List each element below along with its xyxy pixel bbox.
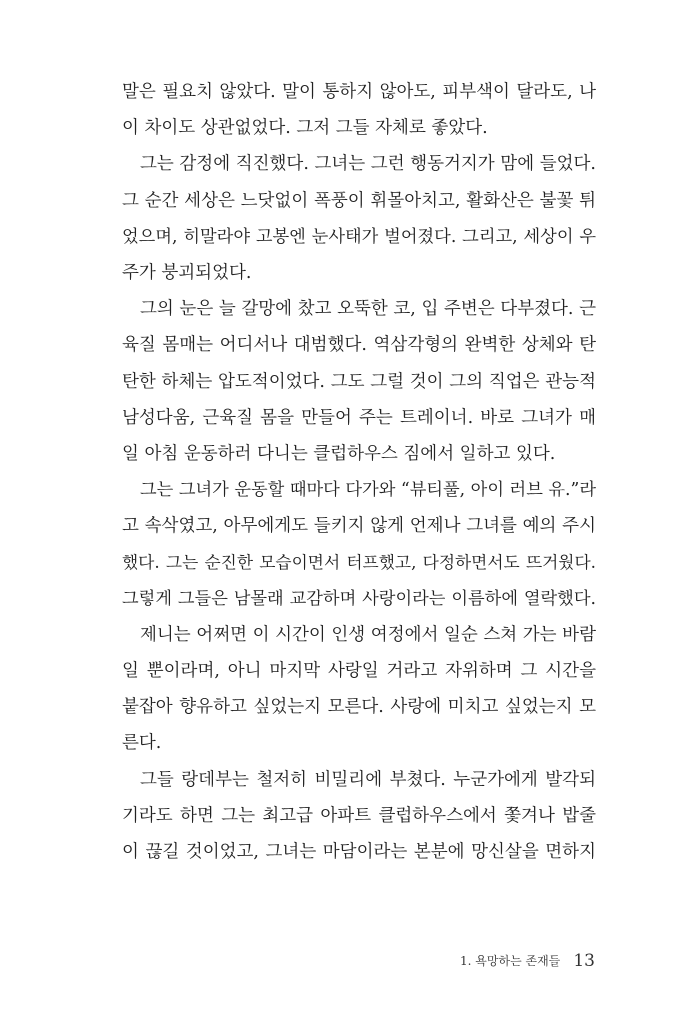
text-line: 붙잡아 향유하고 싶었는지 모른다. 사랑에 미치고 싶었는지 모 [122,697,596,718]
page-number: 13 [573,950,595,971]
text-line: 그는 그녀가 운동할 때마다 다가와 “뷰티풀, 아이 러브 유.”라 [140,480,596,501]
text-line: 말은 필요치 않았다. 말이 통하지 않아도, 피부색이 달라도, 나 [122,82,596,102]
text-line: 탄한 하체는 압도적이었다. 그도 그럴 것이 그의 직업은 관능적 [122,371,596,392]
text-line: 제니는 어쩌면 이 시간이 인생 여정에서 일순 스쳐 가는 바람 [140,624,596,645]
page-footer [460,950,595,971]
text-line: 이 차이도 상관없었다. 그저 그들 자체로 좋았다. [122,118,488,139]
running-title: 1. 욕망하는 존재들 [460,954,561,968]
text-line: 그렇게 그들은 남몰래 교감하며 사랑이라는 이름하에 열락했다. [122,588,596,609]
text-line: 그는 감정에 직진했다. 그녀는 그런 행동거지가 맘에 들었다. [140,154,596,175]
body-text [122,74,596,870]
text-line: 했다. 그는 순진한 모습이면서 터프했고, 다정하면서도 뜨거웠다. [122,552,596,573]
text-line: 남성다움, 근육질 몸을 만들어 주는 트레이너. 바로 그녀가 매 [122,407,596,428]
text-line: 그들 랑데부는 철저히 비밀리에 부쳤다. 누군가에게 발각되 [140,769,596,790]
text-line: 른다. [122,733,162,754]
text-line: 그 순간 세상은 느닷없이 폭풍이 휘몰아치고, 활화산은 불꽃 튀 [122,190,596,211]
text-line: 그의 눈은 늘 갈망에 찼고 오뚝한 코, 입 주변은 다부졌다. 근 [140,299,596,320]
text-line: 일 아침 운동하러 다니는 클럽하우스 짐에서 일하고 있다. [122,443,556,464]
text-line: 일 뿐이라며, 아니 마지막 사랑일 거라고 자위하며 그 시간을 [122,661,596,681]
text-line: 주가 붕괴되었다. [122,262,252,283]
text-line: 육질 몸매는 어디서나 대범했다. 역삼각형의 완벽한 상체와 탄 [122,335,597,356]
text-line: 이 끊길 것이었고, 그녀는 마담이라는 본분에 망신살을 면하지 [122,841,596,862]
text-line: 었으며, 히말라야 고봉엔 눈사태가 벌어졌다. 그리고, 세상이 우 [122,226,596,247]
text-line: 고 속삭였고, 아무에게도 들키지 않게 언제나 그녀를 예의 주시 [122,516,596,537]
text-line: 기라도 하면 그는 최고급 아파트 클럽하우스에서 쫓겨나 밥줄 [122,805,596,826]
